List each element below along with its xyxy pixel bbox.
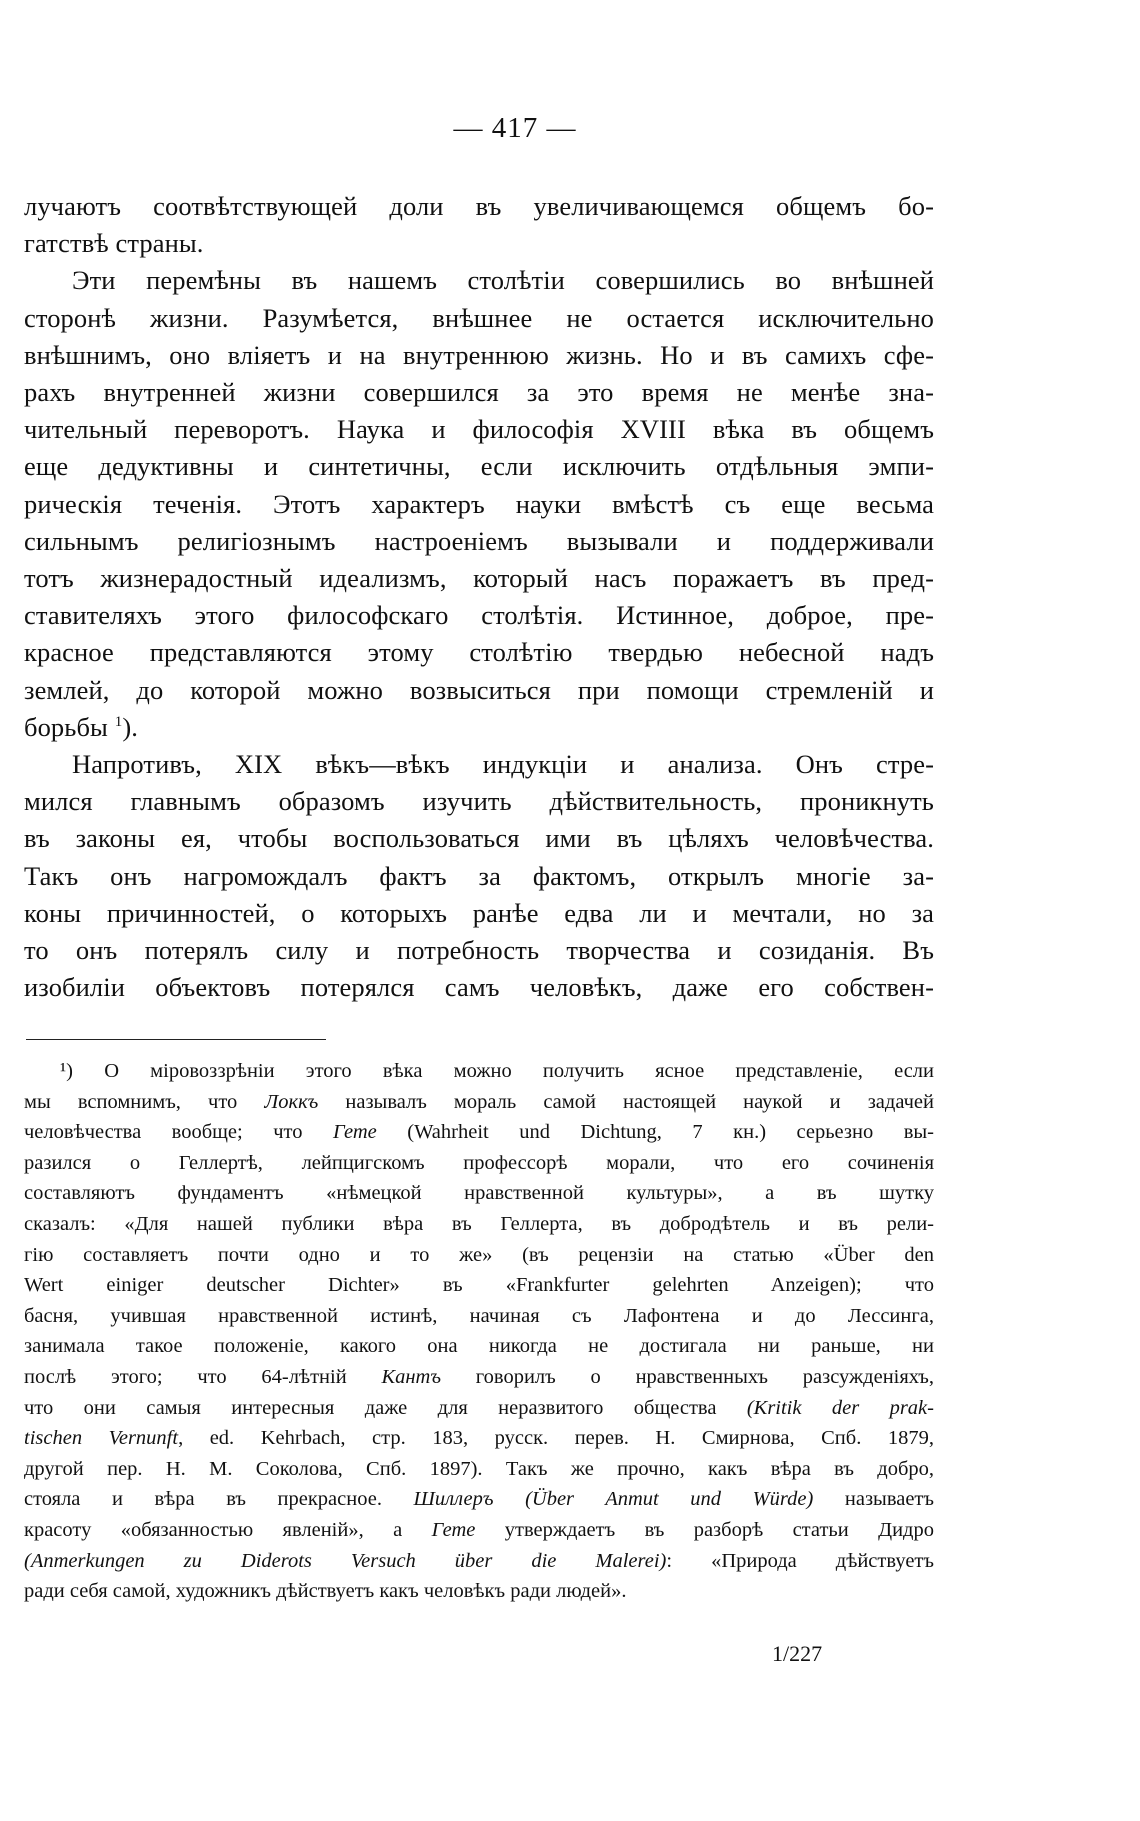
text-line: сторонѣ жизни. Разумѣется, внѣшнее не остается исключительно	[24, 302, 934, 333]
footnote-line	[24, 1393, 934, 1424]
text-fragment: мы вспомнимъ, что	[24, 1090, 265, 1113]
text-line: изобиліи объектовъ потерялся самъ человѣкъ, даже его собствен-	[24, 972, 934, 1003]
footnote-line: сказалъ: «Для нашей публики вѣра въ Геллерта, въ добродѣтель и въ рели-	[24, 1212, 934, 1235]
italic-title: tischen Vernunft	[24, 1427, 179, 1450]
text-fragment: , ed. Kehrbach, стр. 183, русск. перев. Н. Смирнова, Спб. 1879,	[178, 1427, 934, 1450]
text-line: внѣшнимъ, оно вліяетъ и на внутреннюю жизнь. Но и въ самихъ сфе-	[24, 339, 934, 370]
text-fragment: ).	[122, 711, 138, 742]
footnote-line	[24, 1546, 934, 1577]
italic-name: Гете	[431, 1518, 476, 1541]
italic-name: Локкъ	[264, 1090, 319, 1113]
text-line: въ законы ея, чтобы воспользоваться ими въ цѣляхъ человѣчества.	[24, 823, 934, 854]
italic-name: Кантъ	[381, 1365, 441, 1388]
text-line	[24, 709, 934, 746]
page-number: — 417 —	[453, 112, 577, 144]
text-fragment: : «Природа дѣйствуетъ	[666, 1549, 934, 1572]
footnote-line: разился о Геллертѣ, лейпцигскомъ профессорѣ морали, что его сочиненія	[24, 1151, 934, 1174]
footnote	[24, 1056, 934, 1607]
text-line: коны причинностей, о которыхъ ранѣе едва ли и мечтали, но за	[24, 897, 934, 928]
main-text	[24, 188, 934, 1006]
footnote-line	[24, 1117, 934, 1148]
text-line: землей, до которой можно возвыситься при помощи стремленій и	[24, 674, 934, 705]
text-fragment: стояла и вѣра въ прекрасное.	[24, 1488, 414, 1511]
footnote-line	[24, 1087, 934, 1118]
text-line: чительный переворотъ. Наука и философія XVIII вѣка въ общемъ	[24, 414, 934, 445]
italic-title: (Anmerkungen zu Diderots Versuch über die Malerei)	[24, 1549, 667, 1572]
text-line: ставителяхъ этого философскаго столѣтія. Истинное, доброе, пре-	[24, 600, 934, 631]
text-fragment: борьбы	[24, 711, 108, 742]
text-line: лучаютъ соотвѣтствующей доли въ увеличивающемся общемъ бо-	[24, 191, 934, 221]
text-fragment: послѣ этого; что 64-лѣтній	[24, 1365, 382, 1388]
footnote-marker: ¹)	[60, 1060, 73, 1082]
text-line: Напротивъ, XIX вѣкъ—вѣкъ индукціи и анализа. Онъ стре-	[72, 749, 934, 780]
footnote-reference: 1	[114, 714, 123, 731]
footnote-line	[24, 1423, 934, 1454]
footnote-line: басня, учившая нравственной истинѣ, начиная съ Лафонтена и до Лессинга,	[24, 1304, 934, 1327]
footnote-line	[24, 1484, 934, 1515]
footnote-line: ради себя самой, художникъ дѣйствуетъ какъ человѣкъ ради людей».	[24, 1580, 627, 1603]
text-fragment: (Wahrheit und Dichtung, 7 кн.) серьезно вы-	[376, 1121, 935, 1144]
text-line: Эти перемѣны въ нашемъ столѣтіи совершились во внѣшней	[72, 265, 934, 296]
text-line: красное представляются этому столѣтію твердью небесной надъ	[24, 637, 934, 668]
footnote-line	[24, 1056, 934, 1087]
text-line: рическія теченія. Этотъ характеръ науки вмѣстѣ съ еще весьма	[24, 488, 934, 519]
text-line: сильнымъ религіознымъ настроеніемъ вызывали и поддерживали	[24, 525, 934, 556]
text-fragment: говорилъ о нравственныхъ разсужденіяхъ,	[440, 1365, 934, 1388]
text-line: рахъ внутренней жизни совершился за это время не менѣе зна-	[24, 377, 934, 408]
footnote-line: занимала такое положеніе, какого она никогда не достигала ни раньше, ни	[24, 1335, 934, 1358]
footnote-line	[24, 1515, 934, 1546]
footnote-line	[24, 1362, 934, 1393]
text-line: гатствѣ страны.	[24, 228, 204, 259]
text-line: тотъ жизнерадостный идеализмъ, который насъ поражаетъ въ пред-	[24, 563, 934, 594]
italic-name: Гете	[332, 1121, 377, 1144]
text-line: мился главнымъ образомъ изучить дѣйствительность, проникнуть	[24, 786, 934, 817]
italic-title: (Kritik der prak-	[746, 1396, 934, 1419]
text-fragment: человѣчества вообще; что	[24, 1121, 333, 1144]
italic-title: Шиллеръ (Über Anmut und Würde)	[413, 1488, 814, 1511]
text-line: то онъ потерялъ силу и потребность творчества и созиданія. Въ	[24, 935, 934, 966]
text-fragment: утверждаетъ въ разборѣ статьи Дидро	[475, 1518, 934, 1541]
signature-mark: 1/227	[772, 1641, 823, 1666]
text-fragment: называетъ	[813, 1488, 934, 1511]
text-line: Такъ онъ нагромождалъ фактъ за фактомъ, открылъ многіе за-	[24, 860, 934, 891]
text-fragment: красоту «обязанностью явленій», а	[24, 1518, 432, 1541]
text-fragment: О міровоззрѣніи этого вѣка можно получить ясное представленіе, если	[104, 1060, 935, 1082]
text-line: еще дедуктивны и синтетичны, если исключить отдѣльныя эмпи-	[24, 451, 934, 482]
text-fragment: что они самыя интересныя даже для неразвитого общества	[24, 1396, 747, 1419]
text-fragment: называлъ мораль самой настоящей наукой и задачей	[318, 1090, 934, 1113]
footnote-divider	[26, 1039, 326, 1040]
footnote-line: составляютъ фундаментъ «нѣмецкой нравственной культуры», а въ шутку	[24, 1182, 934, 1205]
footnote-line: другой пер. Н. М. Соколова, Спб. 1897). Такъ же прочно, какъ вѣра въ добро,	[24, 1457, 934, 1480]
footnote-line: гію составляетъ почти одно и то же» (въ рецензіи на статью «Über den	[24, 1243, 934, 1266]
footnote-line: Wert einiger deutscher Dichter» въ «Frankfurter gelehrten Anzeigen); что	[24, 1274, 934, 1297]
